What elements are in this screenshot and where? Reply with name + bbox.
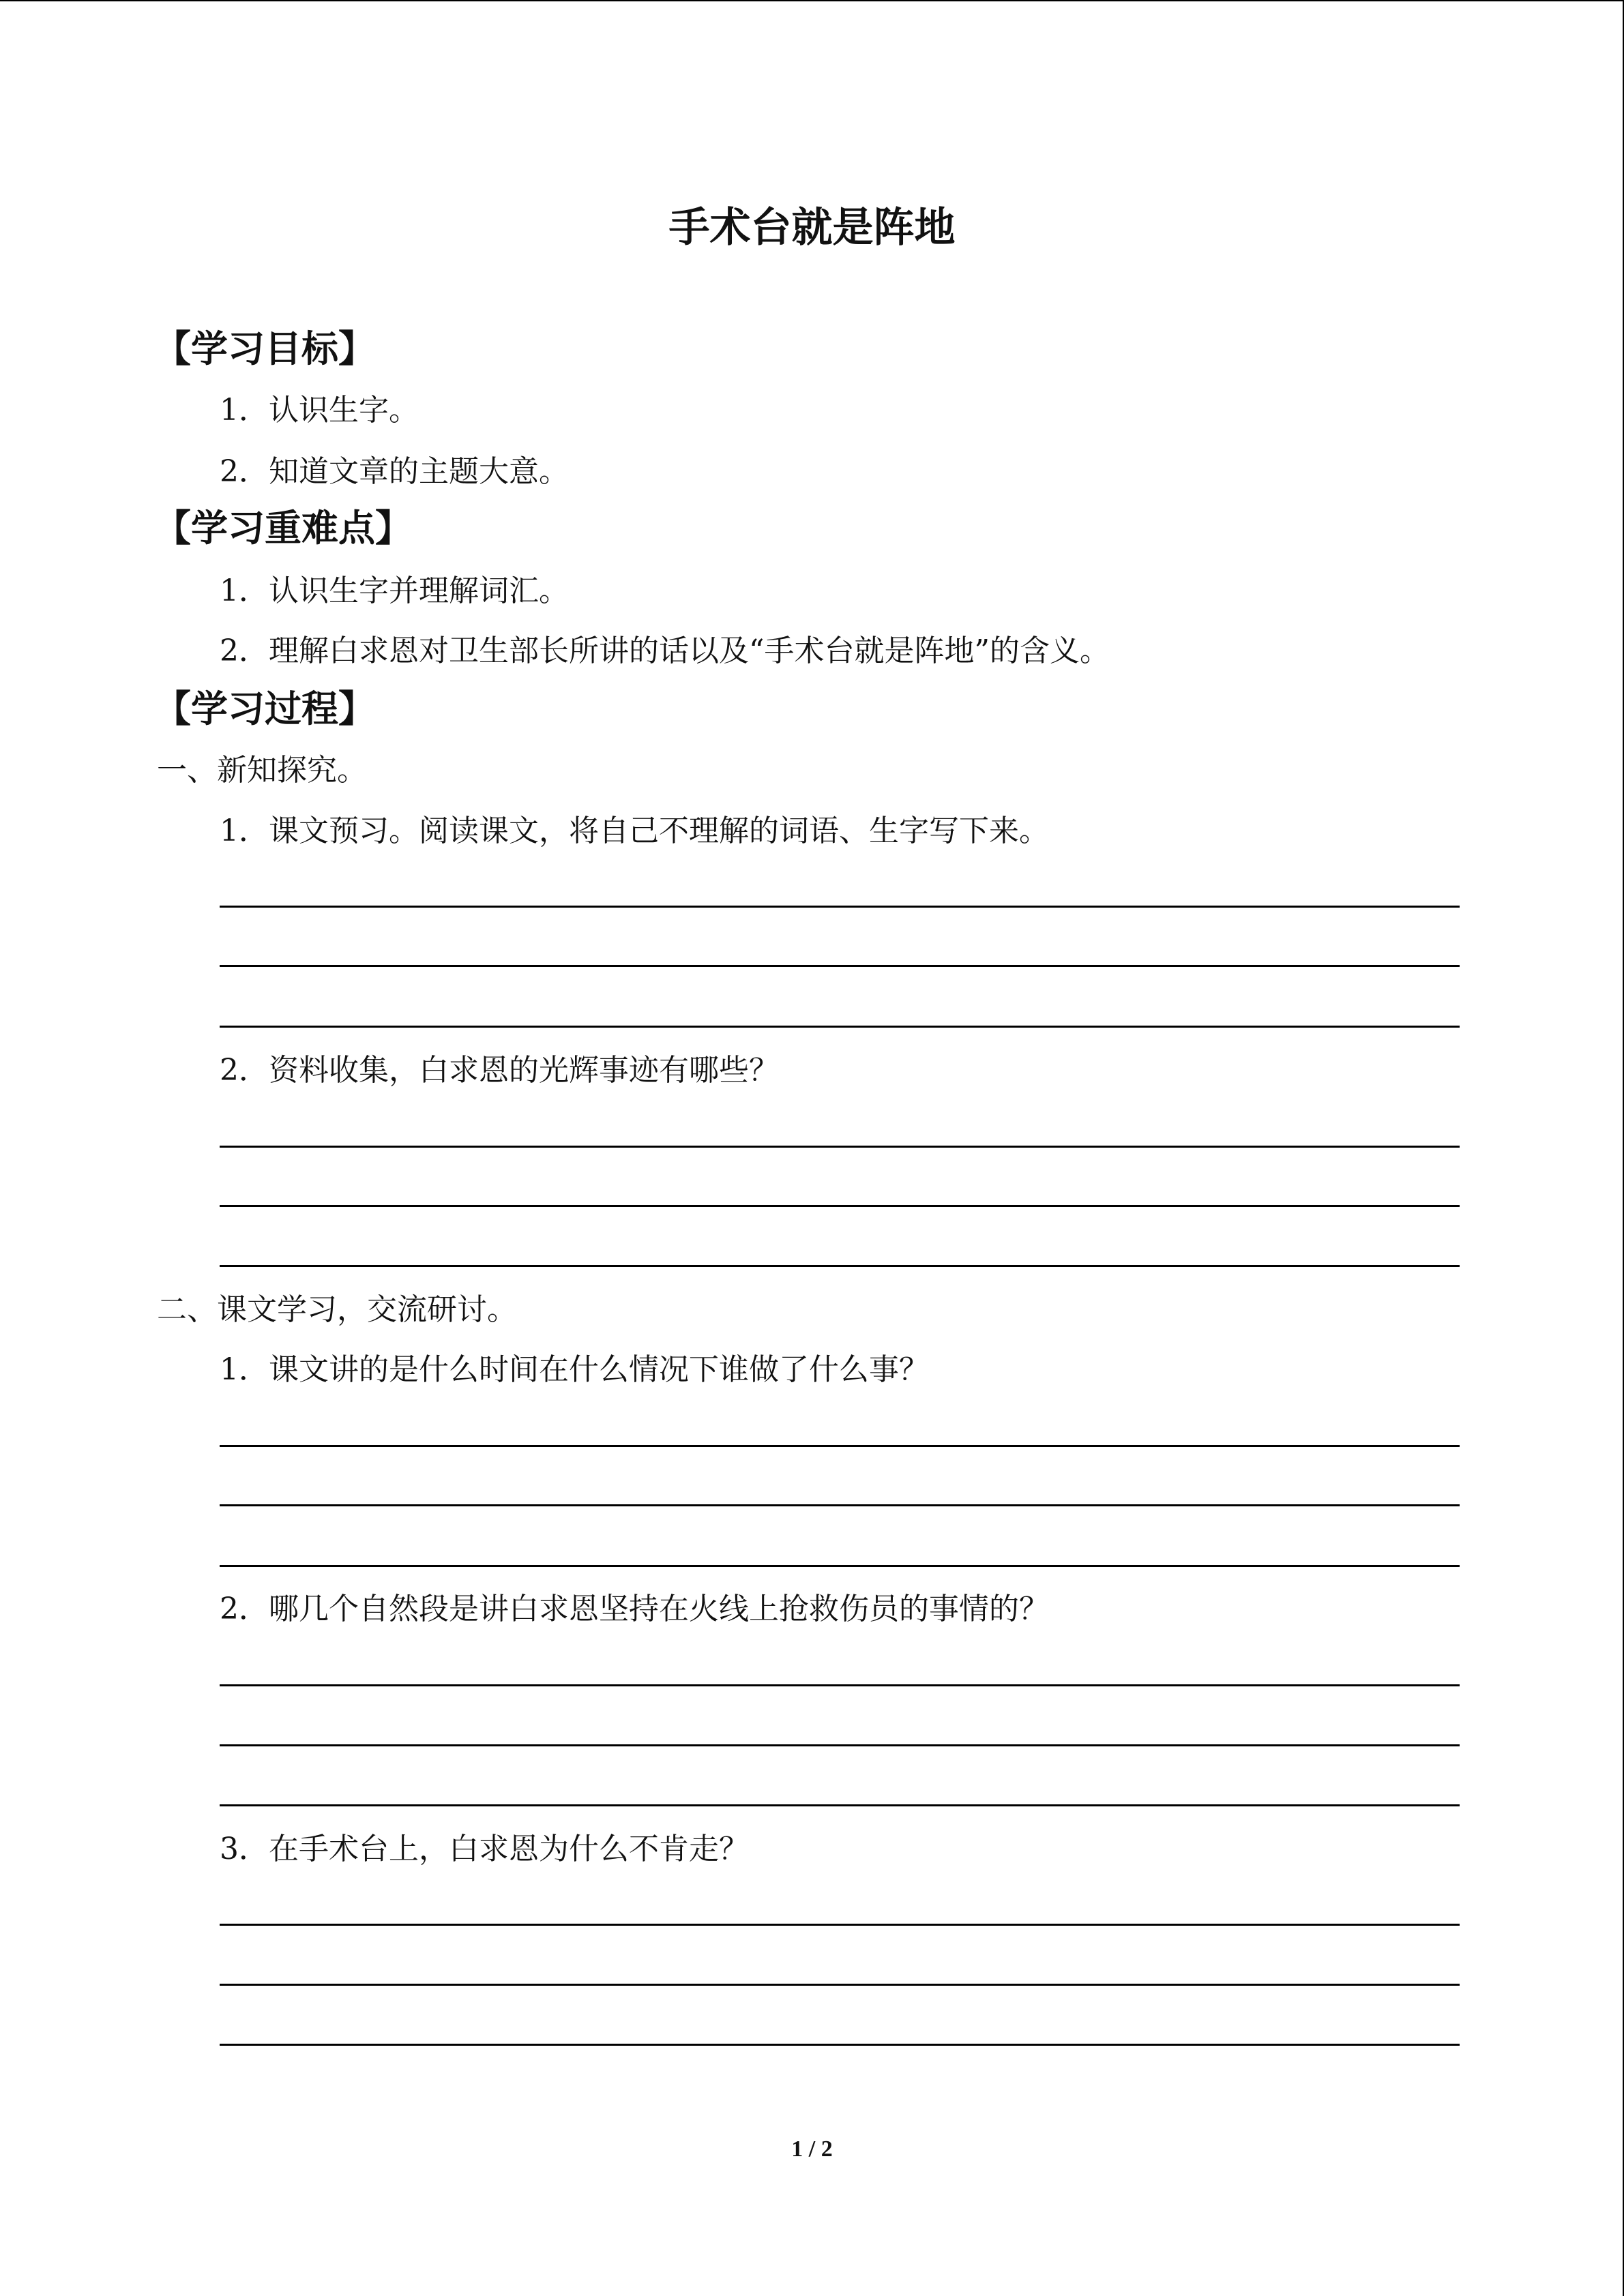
answer-line[interactable] [220, 1924, 1460, 1926]
section-heading-key-points: 【学习重难点】 [154, 507, 412, 550]
question-why-not-leave: 3．在手术台上，白求恩为什么不肯走？ [220, 1832, 749, 1866]
answer-line[interactable] [220, 1026, 1460, 1028]
key-point-item: 1．认识生字并理解词汇。 [220, 573, 569, 608]
answer-line[interactable] [220, 906, 1460, 908]
answer-line[interactable] [220, 1265, 1460, 1267]
answer-line[interactable] [220, 1205, 1460, 1207]
answer-line[interactable] [220, 965, 1460, 967]
objective-item: 1．认识生字。 [220, 393, 419, 428]
answer-line[interactable] [220, 2044, 1460, 2046]
answer-line[interactable] [220, 1146, 1460, 1148]
answer-line[interactable] [220, 1684, 1460, 1686]
question-preview: 1．课文预习。阅读课文，将自己不理解的词语、生字写下来。 [220, 814, 1049, 848]
part-label-new-knowledge: 一、新知探究。 [157, 753, 367, 788]
objective-item: 2．知道文章的主题大意。 [220, 454, 569, 489]
question-which-paragraphs: 2．哪几个自然段是讲白求恩坚持在火线上抢救伤员的事情的？ [220, 1592, 1049, 1626]
section-heading-process: 【学习过程】 [154, 687, 375, 730]
section-heading-objectives: 【学习目标】 [154, 327, 375, 370]
page-title: 手术台就是阵地 [668, 204, 956, 252]
question-materials: 2．资料收集，白求恩的光辉事迹有哪些？ [220, 1053, 779, 1088]
answer-line[interactable] [220, 1804, 1460, 1806]
answer-line[interactable] [220, 1565, 1460, 1567]
part-label-text-study: 二、课文学习，交流研讨。 [157, 1292, 517, 1327]
answer-line[interactable] [220, 1504, 1460, 1506]
page-number: 1 / 2 [791, 2136, 833, 2162]
key-point-item: 2．理解白求恩对卫生部长所讲的话以及“手术台就是阵地”的含义。 [220, 633, 1110, 668]
answer-line[interactable] [220, 1445, 1460, 1447]
answer-line[interactable] [220, 1984, 1460, 1986]
question-what-happened: 1．课文讲的是什么时间在什么情况下谁做了什么事？ [220, 1352, 929, 1387]
answer-line[interactable] [220, 1744, 1460, 1746]
